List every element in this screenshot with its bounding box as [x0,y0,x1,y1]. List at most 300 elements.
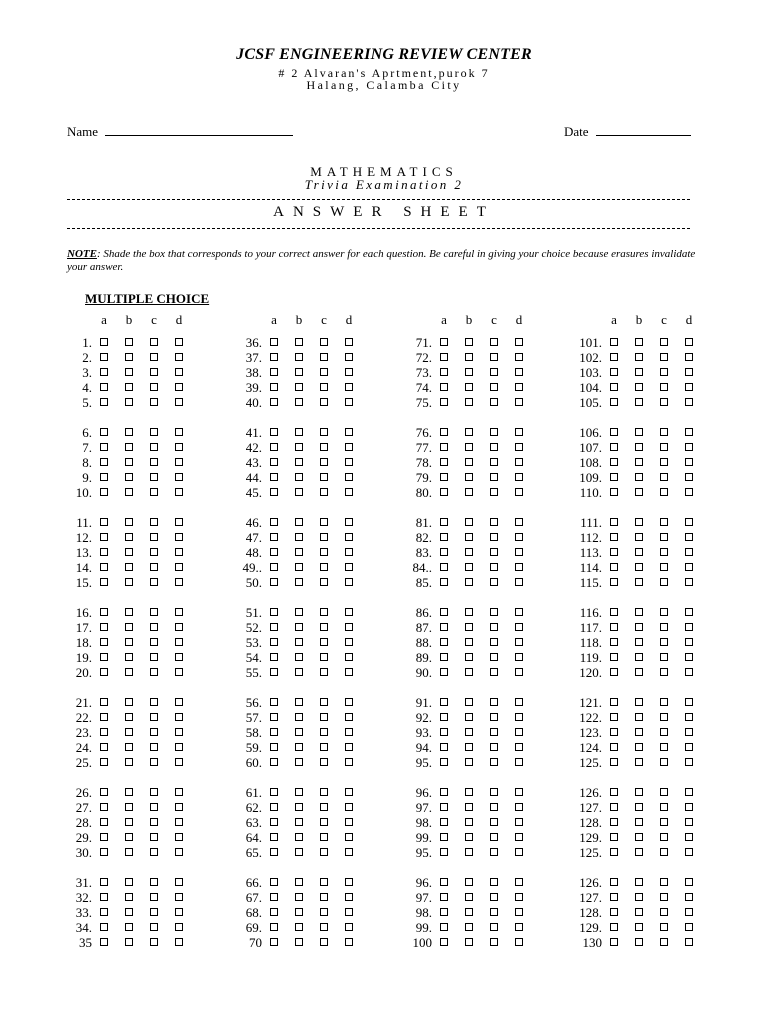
answer-box-b[interactable] [295,668,303,676]
answer-box-c[interactable] [490,473,498,481]
answer-box-b[interactable] [465,353,473,361]
answer-box-d[interactable] [515,938,523,946]
answer-box-c[interactable] [320,518,328,526]
answer-box-b[interactable] [465,803,473,811]
answer-box-b[interactable] [465,563,473,571]
answer-box-b[interactable] [295,638,303,646]
answer-box-a[interactable] [610,848,618,856]
answer-box-d[interactable] [515,368,523,376]
answer-box-b[interactable] [125,623,133,631]
answer-box-d[interactable] [175,623,183,631]
answer-box-a[interactable] [270,758,278,766]
answer-box-d[interactable] [345,488,353,496]
answer-box-d[interactable] [685,428,693,436]
answer-box-c[interactable] [150,878,158,886]
answer-box-b[interactable] [125,548,133,556]
answer-box-d[interactable] [515,353,523,361]
answer-box-b[interactable] [635,698,643,706]
answer-box-a[interactable] [610,758,618,766]
answer-box-a[interactable] [440,458,448,466]
answer-box-c[interactable] [150,833,158,841]
answer-box-c[interactable] [320,848,328,856]
answer-box-d[interactable] [685,818,693,826]
answer-box-c[interactable] [660,923,668,931]
answer-box-d[interactable] [685,488,693,496]
answer-box-b[interactable] [125,743,133,751]
answer-box-b[interactable] [295,728,303,736]
answer-box-d[interactable] [515,518,523,526]
answer-box-c[interactable] [490,488,498,496]
answer-box-d[interactable] [175,473,183,481]
answer-box-b[interactable] [635,353,643,361]
answer-box-b[interactable] [125,353,133,361]
answer-box-a[interactable] [440,518,448,526]
answer-box-a[interactable] [610,518,618,526]
answer-box-c[interactable] [490,908,498,916]
answer-box-d[interactable] [685,443,693,451]
answer-box-b[interactable] [295,533,303,541]
answer-box-c[interactable] [660,758,668,766]
answer-box-a[interactable] [610,338,618,346]
answer-box-b[interactable] [465,458,473,466]
answer-box-b[interactable] [295,923,303,931]
answer-box-b[interactable] [295,833,303,841]
answer-box-b[interactable] [125,383,133,391]
answer-box-c[interactable] [150,713,158,721]
answer-box-c[interactable] [150,638,158,646]
answer-box-a[interactable] [610,638,618,646]
answer-box-b[interactable] [125,458,133,466]
answer-box-d[interactable] [175,818,183,826]
answer-box-a[interactable] [440,938,448,946]
answer-box-c[interactable] [320,398,328,406]
answer-box-d[interactable] [685,668,693,676]
answer-box-a[interactable] [610,578,618,586]
answer-box-c[interactable] [660,623,668,631]
answer-box-d[interactable] [345,833,353,841]
answer-box-b[interactable] [295,473,303,481]
answer-box-c[interactable] [490,428,498,436]
answer-box-d[interactable] [175,578,183,586]
answer-box-c[interactable] [320,653,328,661]
answer-box-c[interactable] [150,743,158,751]
answer-box-a[interactable] [270,488,278,496]
answer-box-d[interactable] [515,563,523,571]
answer-box-a[interactable] [610,803,618,811]
answer-box-d[interactable] [345,638,353,646]
answer-box-a[interactable] [610,938,618,946]
answer-box-d[interactable] [175,368,183,376]
answer-box-c[interactable] [150,443,158,451]
answer-box-b[interactable] [125,803,133,811]
answer-box-b[interactable] [465,338,473,346]
answer-box-d[interactable] [345,353,353,361]
answer-box-a[interactable] [100,803,108,811]
answer-box-d[interactable] [345,848,353,856]
answer-box-b[interactable] [635,548,643,556]
answer-box-c[interactable] [660,938,668,946]
answer-box-c[interactable] [150,368,158,376]
answer-box-c[interactable] [660,803,668,811]
answer-box-c[interactable] [490,923,498,931]
answer-box-d[interactable] [345,668,353,676]
answer-box-a[interactable] [440,338,448,346]
answer-box-b[interactable] [295,548,303,556]
answer-box-d[interactable] [685,728,693,736]
answer-box-b[interactable] [125,578,133,586]
answer-box-b[interactable] [465,923,473,931]
answer-box-d[interactable] [515,533,523,541]
answer-box-a[interactable] [270,623,278,631]
answer-box-b[interactable] [465,368,473,376]
answer-box-c[interactable] [490,458,498,466]
answer-box-a[interactable] [100,368,108,376]
answer-box-c[interactable] [320,578,328,586]
answer-box-b[interactable] [125,428,133,436]
answer-box-a[interactable] [270,788,278,796]
answer-box-d[interactable] [515,788,523,796]
answer-box-d[interactable] [345,698,353,706]
answer-box-b[interactable] [465,623,473,631]
answer-box-b[interactable] [465,893,473,901]
answer-box-b[interactable] [125,473,133,481]
answer-box-d[interactable] [345,923,353,931]
answer-box-c[interactable] [660,833,668,841]
answer-box-d[interactable] [685,608,693,616]
answer-box-b[interactable] [125,368,133,376]
answer-box-d[interactable] [175,548,183,556]
answer-box-c[interactable] [660,818,668,826]
answer-box-b[interactable] [295,338,303,346]
answer-box-b[interactable] [125,518,133,526]
answer-box-c[interactable] [490,578,498,586]
answer-box-a[interactable] [610,563,618,571]
answer-box-d[interactable] [175,398,183,406]
answer-box-b[interactable] [295,938,303,946]
answer-box-d[interactable] [175,563,183,571]
answer-box-b[interactable] [125,533,133,541]
answer-box-c[interactable] [660,383,668,391]
answer-box-b[interactable] [635,488,643,496]
answer-box-a[interactable] [270,698,278,706]
answer-box-a[interactable] [100,713,108,721]
answer-box-a[interactable] [100,533,108,541]
answer-box-d[interactable] [515,443,523,451]
answer-box-a[interactable] [270,668,278,676]
answer-box-a[interactable] [100,548,108,556]
answer-box-d[interactable] [515,473,523,481]
answer-box-c[interactable] [320,638,328,646]
answer-box-a[interactable] [100,788,108,796]
answer-box-c[interactable] [660,653,668,661]
answer-box-d[interactable] [345,608,353,616]
answer-box-a[interactable] [270,653,278,661]
answer-box-c[interactable] [660,443,668,451]
answer-box-c[interactable] [490,548,498,556]
answer-box-b[interactable] [465,743,473,751]
answer-box-d[interactable] [345,398,353,406]
answer-box-d[interactable] [175,338,183,346]
answer-box-d[interactable] [175,803,183,811]
answer-box-d[interactable] [175,443,183,451]
answer-box-b[interactable] [125,758,133,766]
answer-box-b[interactable] [295,713,303,721]
answer-box-a[interactable] [610,353,618,361]
answer-box-b[interactable] [125,488,133,496]
answer-box-d[interactable] [685,908,693,916]
answer-box-b[interactable] [465,698,473,706]
answer-box-d[interactable] [345,758,353,766]
answer-box-b[interactable] [465,668,473,676]
answer-box-c[interactable] [150,908,158,916]
answer-box-d[interactable] [685,518,693,526]
answer-box-c[interactable] [490,713,498,721]
answer-box-a[interactable] [440,533,448,541]
answer-box-c[interactable] [490,893,498,901]
answer-box-c[interactable] [490,788,498,796]
answer-box-d[interactable] [345,473,353,481]
answer-box-b[interactable] [295,518,303,526]
answer-box-a[interactable] [440,848,448,856]
answer-box-d[interactable] [175,608,183,616]
answer-box-c[interactable] [490,638,498,646]
answer-box-a[interactable] [610,488,618,496]
answer-box-b[interactable] [465,443,473,451]
answer-box-a[interactable] [270,743,278,751]
answer-box-c[interactable] [320,443,328,451]
answer-box-b[interactable] [635,563,643,571]
answer-box-d[interactable] [515,428,523,436]
answer-box-c[interactable] [320,623,328,631]
answer-box-b[interactable] [295,698,303,706]
answer-box-a[interactable] [440,728,448,736]
answer-box-d[interactable] [175,698,183,706]
answer-box-c[interactable] [320,383,328,391]
answer-box-c[interactable] [660,473,668,481]
answer-box-c[interactable] [490,338,498,346]
answer-box-d[interactable] [175,923,183,931]
answer-box-d[interactable] [685,398,693,406]
answer-box-c[interactable] [150,518,158,526]
answer-box-d[interactable] [345,878,353,886]
answer-box-d[interactable] [345,563,353,571]
answer-box-c[interactable] [320,563,328,571]
answer-box-c[interactable] [660,533,668,541]
answer-box-a[interactable] [270,368,278,376]
answer-box-a[interactable] [270,383,278,391]
answer-box-c[interactable] [320,803,328,811]
answer-box-a[interactable] [100,893,108,901]
answer-box-b[interactable] [295,383,303,391]
answer-box-d[interactable] [515,728,523,736]
answer-box-a[interactable] [100,398,108,406]
answer-box-d[interactable] [345,338,353,346]
answer-box-a[interactable] [440,578,448,586]
answer-box-d[interactable] [345,818,353,826]
answer-box-c[interactable] [490,518,498,526]
answer-box-d[interactable] [685,713,693,721]
answer-box-b[interactable] [635,653,643,661]
answer-box-c[interactable] [150,893,158,901]
answer-box-b[interactable] [295,488,303,496]
answer-box-d[interactable] [175,458,183,466]
answer-box-d[interactable] [345,788,353,796]
answer-box-d[interactable] [685,353,693,361]
answer-box-b[interactable] [125,788,133,796]
answer-box-a[interactable] [100,578,108,586]
answer-box-c[interactable] [150,728,158,736]
answer-box-d[interactable] [515,383,523,391]
answer-box-d[interactable] [515,923,523,931]
answer-box-d[interactable] [345,653,353,661]
answer-box-d[interactable] [515,608,523,616]
answer-box-b[interactable] [125,443,133,451]
answer-box-a[interactable] [610,908,618,916]
answer-box-a[interactable] [610,818,618,826]
answer-box-c[interactable] [490,818,498,826]
answer-box-b[interactable] [635,638,643,646]
answer-box-b[interactable] [125,833,133,841]
answer-box-c[interactable] [660,698,668,706]
answer-box-c[interactable] [490,668,498,676]
answer-box-a[interactable] [610,458,618,466]
answer-box-d[interactable] [515,833,523,841]
answer-box-b[interactable] [465,383,473,391]
answer-box-c[interactable] [490,743,498,751]
answer-box-d[interactable] [345,368,353,376]
answer-box-c[interactable] [490,368,498,376]
answer-box-b[interactable] [295,623,303,631]
answer-box-c[interactable] [150,788,158,796]
answer-box-c[interactable] [660,548,668,556]
answer-box-a[interactable] [440,653,448,661]
answer-box-c[interactable] [660,488,668,496]
answer-box-a[interactable] [440,833,448,841]
answer-box-d[interactable] [685,743,693,751]
answer-box-c[interactable] [660,638,668,646]
answer-box-c[interactable] [490,443,498,451]
answer-box-c[interactable] [320,728,328,736]
answer-box-b[interactable] [635,458,643,466]
answer-box-b[interactable] [465,533,473,541]
answer-box-a[interactable] [440,608,448,616]
answer-box-c[interactable] [150,653,158,661]
answer-box-a[interactable] [440,743,448,751]
answer-box-d[interactable] [685,638,693,646]
answer-box-c[interactable] [320,548,328,556]
answer-box-c[interactable] [320,353,328,361]
answer-box-b[interactable] [295,608,303,616]
answer-box-c[interactable] [660,428,668,436]
answer-box-c[interactable] [660,518,668,526]
answer-box-d[interactable] [175,638,183,646]
answer-box-b[interactable] [635,338,643,346]
date-field[interactable] [564,123,691,140]
answer-box-a[interactable] [100,338,108,346]
answer-box-a[interactable] [270,518,278,526]
answer-box-b[interactable] [295,428,303,436]
answer-box-d[interactable] [515,458,523,466]
answer-box-a[interactable] [440,443,448,451]
answer-box-c[interactable] [320,743,328,751]
answer-box-b[interactable] [465,488,473,496]
answer-box-a[interactable] [100,428,108,436]
answer-box-a[interactable] [270,353,278,361]
answer-box-a[interactable] [440,488,448,496]
answer-box-a[interactable] [610,878,618,886]
answer-box-b[interactable] [295,893,303,901]
answer-box-a[interactable] [270,878,278,886]
answer-box-a[interactable] [100,908,108,916]
answer-box-b[interactable] [295,848,303,856]
answer-box-b[interactable] [125,668,133,676]
answer-box-d[interactable] [685,938,693,946]
answer-box-b[interactable] [295,788,303,796]
answer-box-c[interactable] [320,788,328,796]
answer-box-a[interactable] [610,383,618,391]
answer-box-b[interactable] [635,428,643,436]
answer-box-a[interactable] [100,473,108,481]
answer-box-c[interactable] [150,758,158,766]
answer-box-d[interactable] [515,878,523,886]
answer-box-b[interactable] [465,833,473,841]
answer-box-d[interactable] [175,728,183,736]
answer-box-d[interactable] [515,548,523,556]
name-field[interactable] [67,123,293,140]
answer-box-b[interactable] [295,563,303,571]
answer-box-d[interactable] [345,428,353,436]
answer-box-c[interactable] [150,923,158,931]
answer-box-b[interactable] [125,398,133,406]
answer-box-c[interactable] [150,623,158,631]
answer-box-d[interactable] [175,893,183,901]
answer-box-b[interactable] [125,818,133,826]
answer-box-c[interactable] [150,803,158,811]
answer-box-c[interactable] [660,908,668,916]
answer-box-c[interactable] [320,668,328,676]
answer-box-c[interactable] [660,893,668,901]
answer-box-c[interactable] [320,758,328,766]
answer-box-a[interactable] [610,728,618,736]
answer-box-c[interactable] [490,623,498,631]
answer-box-b[interactable] [125,713,133,721]
answer-box-d[interactable] [685,803,693,811]
answer-box-b[interactable] [635,833,643,841]
answer-box-b[interactable] [465,428,473,436]
answer-box-d[interactable] [685,878,693,886]
answer-box-a[interactable] [100,728,108,736]
answer-box-d[interactable] [175,713,183,721]
answer-box-a[interactable] [270,473,278,481]
answer-box-a[interactable] [100,353,108,361]
answer-box-c[interactable] [490,398,498,406]
answer-box-b[interactable] [295,398,303,406]
answer-box-b[interactable] [635,578,643,586]
answer-box-b[interactable] [635,803,643,811]
answer-box-d[interactable] [685,548,693,556]
answer-box-b[interactable] [635,623,643,631]
answer-box-a[interactable] [440,818,448,826]
answer-box-a[interactable] [270,728,278,736]
answer-box-a[interactable] [100,923,108,931]
answer-box-b[interactable] [465,518,473,526]
answer-box-d[interactable] [685,578,693,586]
answer-box-c[interactable] [660,368,668,376]
answer-box-a[interactable] [270,938,278,946]
answer-box-a[interactable] [440,548,448,556]
answer-box-d[interactable] [175,788,183,796]
answer-box-c[interactable] [490,653,498,661]
